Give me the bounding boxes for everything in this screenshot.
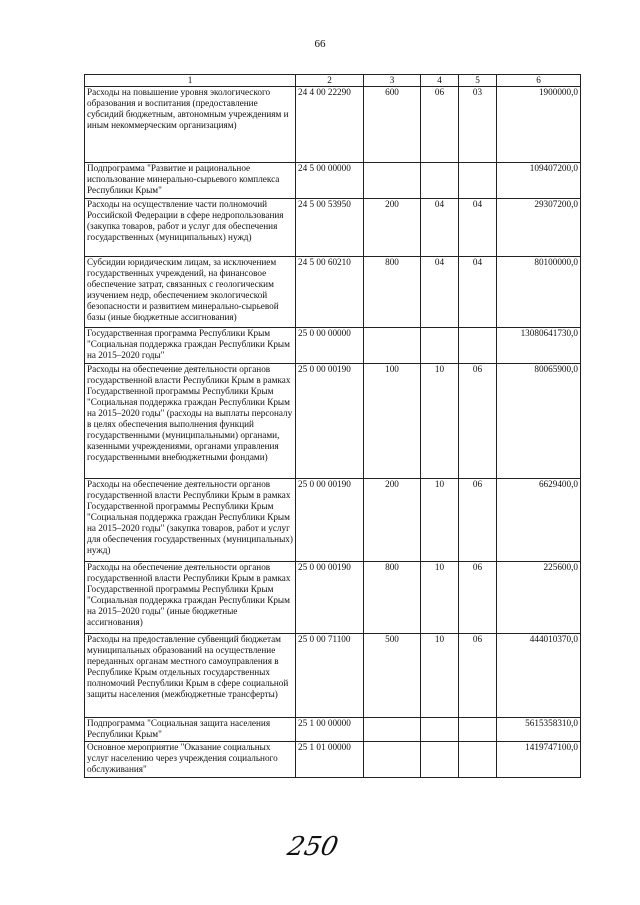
table-row — [85, 634, 581, 718]
row-code: 24 5 00 00000 — [296, 163, 364, 199]
row-expense-type: 500 — [364, 634, 421, 718]
row-amount: 13080641730,0 — [497, 328, 581, 364]
row-expense-type: 800 — [364, 562, 421, 634]
table-row — [85, 257, 581, 328]
row-amount: 5615358310,0 — [497, 718, 581, 742]
row-code: 25 0 00 71100 — [296, 634, 364, 718]
row-expense-type — [364, 163, 421, 199]
row-subsection — [459, 718, 497, 742]
row-section — [421, 163, 459, 199]
table-row — [85, 87, 581, 163]
row-amount: 1900000,0 — [497, 87, 581, 163]
row-section: 10 — [421, 364, 459, 479]
row-description: Подпрограмма "Развитие и рациональное использование минерально-сырьевого комплекса Республики Крым" — [85, 163, 296, 199]
column-header: 6 — [497, 75, 581, 87]
row-description: Расходы на осуществление части полномочий Российской Федерации в сфере недропользования (закупка товаров, работ и услуг для обеспечения государственных (муниципальных) нужд) — [85, 199, 296, 257]
row-section: 10 — [421, 479, 459, 562]
table-row — [85, 328, 581, 364]
table-row — [85, 718, 581, 742]
row-expense-type — [364, 742, 421, 778]
row-section — [421, 718, 459, 742]
column-header: 1 — [85, 75, 296, 87]
row-section: 10 — [421, 562, 459, 634]
row-expense-type: 100 — [364, 364, 421, 479]
row-section: 04 — [421, 257, 459, 328]
table-row — [85, 199, 581, 257]
row-code: 24 4 00 22290 — [296, 87, 364, 163]
row-code: 25 0 00 00190 — [296, 479, 364, 562]
row-amount: 109407200,0 — [497, 163, 581, 199]
row-code: 24 5 00 53950 — [296, 199, 364, 257]
row-amount: 225600,0 — [497, 562, 581, 634]
row-expense-type — [364, 718, 421, 742]
row-subsection: 06 — [459, 562, 497, 634]
row-code: 25 1 01 00000 — [296, 742, 364, 778]
row-description: Подпрограмма "Социальная защита населения Республики Крым" — [85, 718, 296, 742]
row-expense-type — [364, 328, 421, 364]
row-amount: 6629400,0 — [497, 479, 581, 562]
row-expense-type: 200 — [364, 199, 421, 257]
row-code: 24 5 00 60210 — [296, 257, 364, 328]
page-number: 66 — [314, 38, 326, 50]
table-row — [85, 163, 581, 199]
row-description: Расходы на обеспечение деятельности органов государственной власти Республики Крым в рамках Государственной программы Республики Крым "Социальная поддержка граждан Республики Крым на 2015–2020 годы" (закупка товаров, работ и услуг для обеспечения государственных (муниципальных) нужд) — [85, 479, 296, 562]
row-amount: 29307200,0 — [497, 199, 581, 257]
row-description: Расходы на обеспечение деятельности органов государственной власти Республики Крым в рамках Государственной программы Республики Крым "Социальная поддержка граждан Республики Крым на 2015–2020 годы" (иные бюджетные ассигнования) — [85, 562, 296, 634]
column-header: 5 — [459, 75, 497, 87]
row-subsection: 06 — [459, 634, 497, 718]
row-subsection: 06 — [459, 479, 497, 562]
row-section: 06 — [421, 87, 459, 163]
budget-table — [84, 74, 581, 778]
column-header: 2 — [296, 75, 364, 87]
table-row — [85, 562, 581, 634]
row-amount: 80100000,0 — [497, 257, 581, 328]
row-expense-type: 200 — [364, 479, 421, 562]
row-subsection: 06 — [459, 364, 497, 479]
row-subsection: 04 — [459, 199, 497, 257]
row-description: Государственная программа Республики Крым "Социальная поддержка граждан Республики Крым на 2015–2020 годы" — [85, 328, 296, 364]
row-code: 25 1 00 00000 — [296, 718, 364, 742]
table-row — [85, 742, 581, 778]
row-section: 04 — [421, 199, 459, 257]
row-subsection: 04 — [459, 257, 497, 328]
row-amount: 1419747100,0 — [497, 742, 581, 778]
row-code: 25 0 00 00190 — [296, 562, 364, 634]
column-header: 3 — [364, 75, 421, 87]
row-expense-type: 800 — [364, 257, 421, 328]
row-description: Расходы на предоставление субвенций бюджетам муниципальных образований на осуществление переданных органам местного самоуправления в Республике Крым отдельных государственных полномочий Республики Крым в сфере социальной защиты населения (межбюджетные трансферты) — [85, 634, 296, 718]
row-description: Субсидии юридическим лицам, за исключением государственных учреждений, на финансовое обеспечение затрат, связанных с геологическим изучением недр, обеспечением экологической безопасности и развитием минерально-сырьевой базы (иные бюджетные ассигнования) — [85, 257, 296, 328]
row-subsection — [459, 163, 497, 199]
table-row — [85, 479, 581, 562]
handwritten-note: 250 — [284, 832, 341, 862]
column-header: 4 — [421, 75, 459, 87]
row-subsection — [459, 328, 497, 364]
row-subsection: 03 — [459, 87, 497, 163]
row-section: 10 — [421, 634, 459, 718]
table-row — [85, 364, 581, 479]
header-row — [85, 75, 581, 87]
row-expense-type: 600 — [364, 87, 421, 163]
row-amount: 444010370,0 — [497, 634, 581, 718]
row-section — [421, 328, 459, 364]
row-section — [421, 742, 459, 778]
row-subsection — [459, 742, 497, 778]
row-code: 25 0 00 00000 — [296, 328, 364, 364]
row-description: Основное мероприятие "Оказание социальных услуг населению через учреждения социального обслуживания" — [85, 742, 296, 778]
row-amount: 80065900,0 — [497, 364, 581, 479]
row-description: Расходы на обеспечение деятельности органов государственной власти Республики Крым в рамках Государственной программы Республики Крым "Социальная поддержка граждан Республики Крым на 2015–2020 годы" (расходы на выплаты персоналу в целях обеспечения выполнения функций государственными (муниципальными) органами, казенными учреждениями, органами управления государственными внебюджетными фондами) — [85, 364, 296, 479]
row-code: 25 0 00 00190 — [296, 364, 364, 479]
row-description: Расходы на повышение уровня экологического образования и воспитания (предоставление субсидий бюджетным, автономным учреждениям и иным некоммерческим организациям) — [85, 87, 296, 163]
